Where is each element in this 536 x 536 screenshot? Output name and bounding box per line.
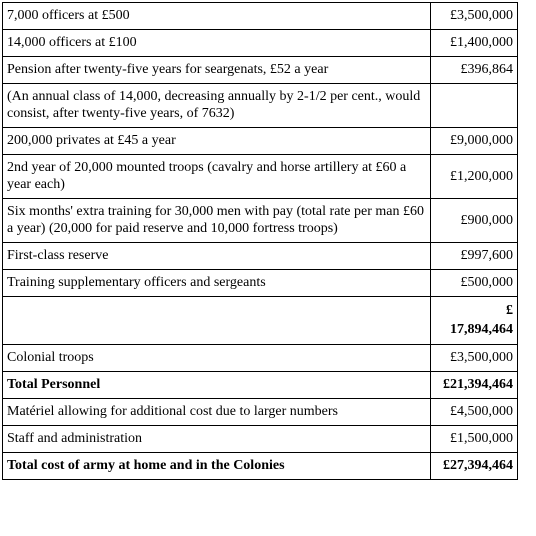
table-row — [3, 30, 518, 57]
subtotal-value: 17,894,464 — [450, 322, 513, 337]
grand-total-row — [3, 453, 518, 480]
subtotal-row — [3, 297, 518, 345]
row-description: 14,000 officers at £100 — [3, 30, 431, 57]
table-row — [3, 345, 518, 372]
row-description: (An annual class of 14,000, decreasing annually by 2-1/2 per cent., would consist, after twenty-five years, of 7632) — [3, 84, 431, 128]
row-amount: £9,000,000 — [431, 128, 518, 155]
row-description: 200,000 privates at £45 a year — [3, 128, 431, 155]
table-row — [3, 426, 518, 453]
row-amount: £27,394,464 — [431, 453, 518, 480]
row-description: 2nd year of 20,000 mounted troops (cavalry and horse artillery at £60 a year each) — [3, 155, 431, 199]
row-description: Total Personnel — [3, 372, 431, 399]
row-description: Total cost of army at home and in the Colonies — [3, 453, 431, 480]
table-row — [3, 399, 518, 426]
subtotal-amount — [431, 297, 518, 345]
row-description: Matériel allowing for additional cost due to larger numbers — [3, 399, 431, 426]
row-amount: £1,400,000 — [431, 30, 518, 57]
row-description: Pension after twenty-five years for seargenats, £52 a year — [3, 57, 431, 84]
row-description: First-class reserve — [3, 243, 431, 270]
table-row — [3, 270, 518, 297]
row-amount — [431, 84, 518, 128]
row-description: Training supplementary officers and sergeants — [3, 270, 431, 297]
row-description: 7,000 officers at £500 — [3, 3, 431, 30]
army-cost-table — [2, 2, 518, 480]
row-description — [3, 297, 431, 345]
row-description: Colonial troops — [3, 345, 431, 372]
table-row — [3, 84, 518, 128]
table-row — [3, 155, 518, 199]
row-amount: £21,394,464 — [431, 372, 518, 399]
table-row — [3, 199, 518, 243]
row-amount: £4,500,000 — [431, 399, 518, 426]
row-amount: £900,000 — [431, 199, 518, 243]
table-row — [3, 3, 518, 30]
row-amount: £500,000 — [431, 270, 518, 297]
row-description: Six months' extra training for 30,000 men with pay (total rate per man £60 a year) (20,000 for paid reserve and 10,000 fortress troops) — [3, 199, 431, 243]
table-row — [3, 128, 518, 155]
row-amount: £997,600 — [431, 243, 518, 270]
row-amount: £1,200,000 — [431, 155, 518, 199]
row-amount: £3,500,000 — [431, 3, 518, 30]
table-row — [3, 57, 518, 84]
row-amount: £1,500,000 — [431, 426, 518, 453]
table-row — [3, 243, 518, 270]
total-personnel-row — [3, 372, 518, 399]
row-amount: £3,500,000 — [431, 345, 518, 372]
currency-symbol: £ — [506, 303, 513, 318]
row-description: Staff and administration — [3, 426, 431, 453]
row-amount: £396,864 — [431, 57, 518, 84]
